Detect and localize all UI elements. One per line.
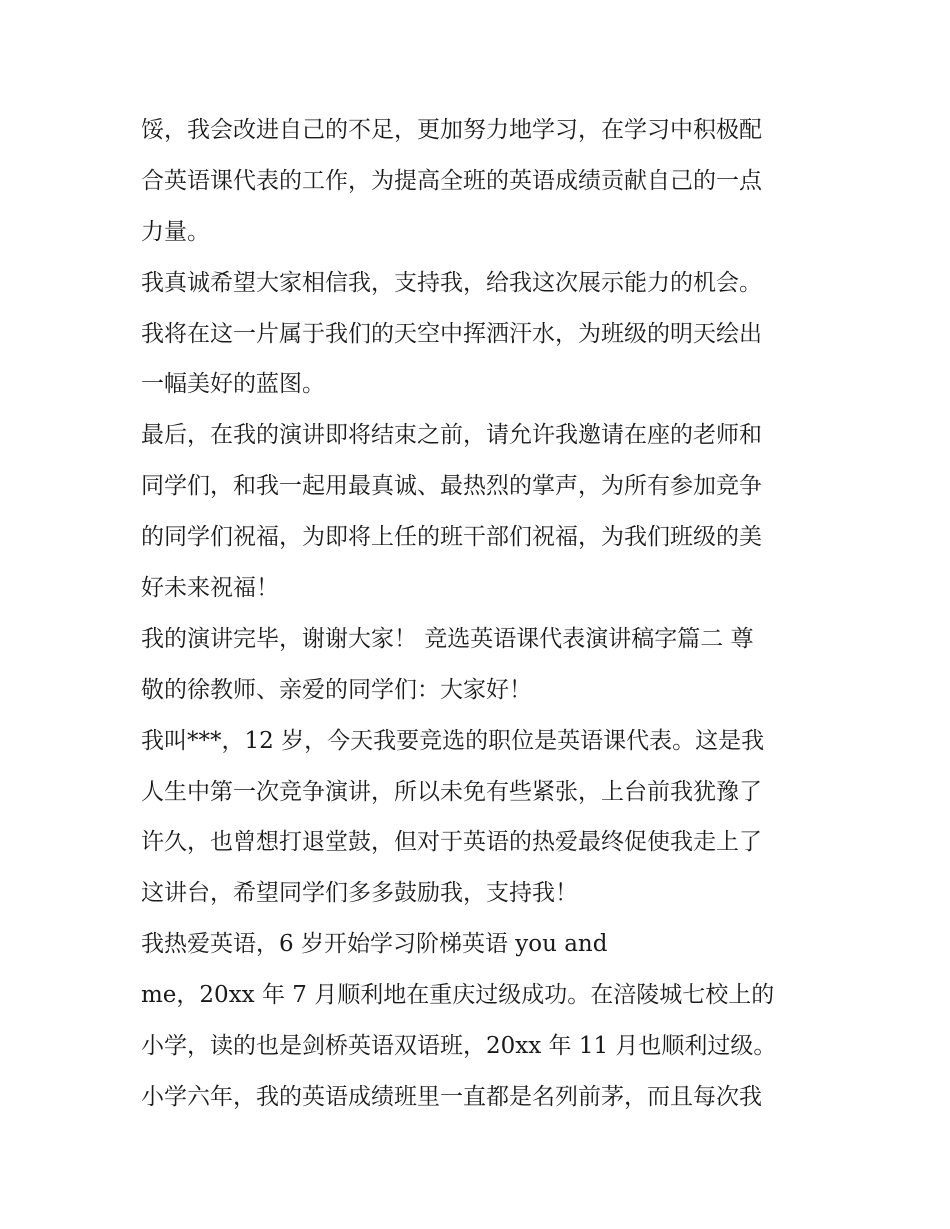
text-line: 小学，读的也是剑桥英语双语班，20xx 年 11 月也顺利过级。 <box>141 1033 777 1060</box>
text-line: 这讲台，希望同学们多多鼓励我，支持我！ <box>141 880 578 907</box>
text-line: 好未来祝福！ <box>141 575 279 602</box>
text-line: 敬的徐教师、亲爱的同学们：大家好！ <box>141 676 532 703</box>
text-line: 我的演讲完毕，谢谢大家！ 竞选英语课代表演讲稿字篇二 尊 <box>141 625 754 652</box>
text-line: me，20xx 年 7 月顺利地在重庆过级成功。在涪陵城七校上的 <box>141 982 775 1009</box>
text-line: 我将在这一片属于我们的天空中挥洒汗水，为班级的明天绘出 <box>141 320 762 347</box>
text-line: 我真诚希望大家相信我，支持我，给我这次展示能力的机会。 <box>141 269 762 296</box>
document-body <box>141 105 821 1123</box>
text-line: 力量。 <box>141 218 210 245</box>
text-line: 同学们，和我一起用最真诚、最热烈的掌声，为所有参加竞争 <box>141 473 762 500</box>
text-line: 一幅美好的蓝图。 <box>141 371 325 398</box>
text-line: 的同学们祝福，为即将上任的班干部们祝福，为我们班级的美 <box>141 524 762 551</box>
text-line: 小学六年，我的英语成绩班里一直都是名列前茅，而且每次我 <box>141 1083 762 1110</box>
text-line: 合英语课代表的工作，为提高全班的英语成绩贡献自己的一点 <box>141 167 762 194</box>
text-line: 我叫***，12 岁，今天我要竞选的职位是英语课代表。这是我 <box>141 727 765 754</box>
text-line: 许久，也曾想打退堂鼓，但对于英语的热爱最终促使我走上了 <box>141 829 762 856</box>
text-line: 馁，我会改进自己的不足，更加努力地学习，在学习中积极配 <box>141 117 762 143</box>
text-line: 我热爱英语，6 岁开始学习阶梯英语 you and <box>141 931 608 958</box>
text-line: 人生中第一次竞争演讲，所以未免有些紧张，上台前我犹豫了 <box>141 778 762 805</box>
text-line: 最后，在我的演讲即将结束之前，请允许我邀请在座的老师和 <box>141 422 762 449</box>
